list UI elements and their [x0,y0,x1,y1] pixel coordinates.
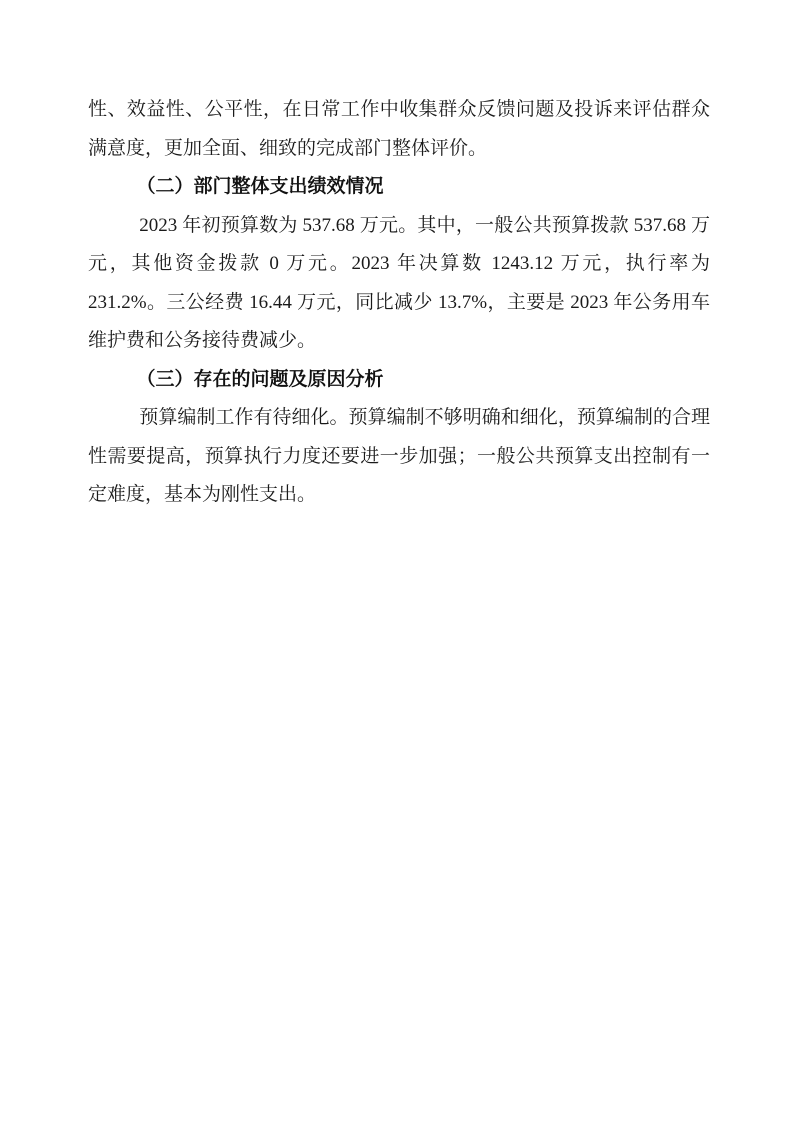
heading-section-2-expenditure-performance: （二）部门整体支出绩效情况 [136,176,384,197]
document-content [88,91,710,515]
paragraph-evaluation-continuation: 性、效益性、公平性，在日常工作中收集群众反馈问题及投诉来评估群众满意度，更加全面、细致的完成部门整体评价。 [88,99,710,159]
heading-section-3-problems-analysis: （三）存在的问题及原因分析 [136,368,384,390]
paragraph-budget-figures: 2023 年初预算数为 537.68 万元。其中，一般公共预算拨款 537.68 万元，其他资金拨款 0 万元。2023 年决算数 1243.12 万元，执行率为 231.2%。三公经费 16.44 万元，同比减少 13.7%，主要是 2023 年公务用车维护费和公务接待费减少。 [88,214,710,351]
paragraph-problems-detail: 预算编制工作有待细化。预算编制不够明确和细化，预算编制的合理性需要提高，预算执行力度还要进一步加强；一般公共预算支出控制有一定难度，基本为刚性支出。 [88,407,710,505]
